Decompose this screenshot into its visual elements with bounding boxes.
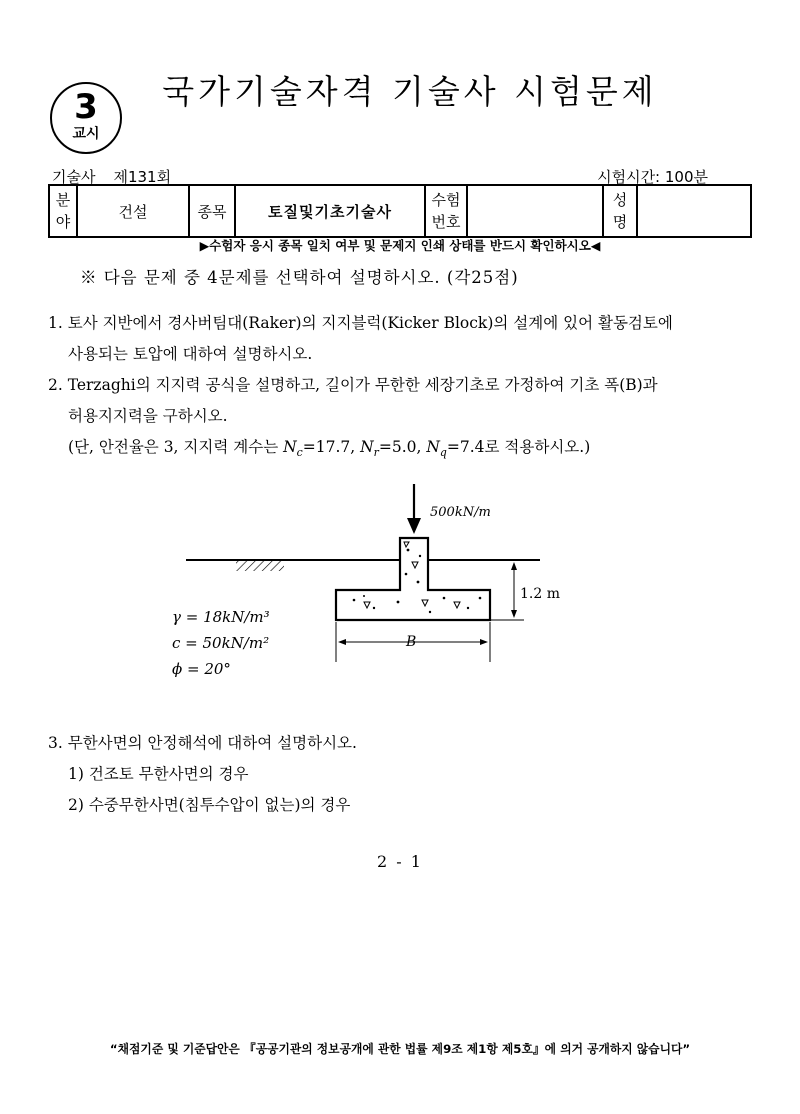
c-label: c = 50kN/m² — [172, 634, 270, 652]
nc-sub: c — [296, 446, 303, 460]
q3-sub2: 2) 수중무한사면(침투수압이 없는)의 경우 — [68, 796, 351, 814]
nc-value: =17.7, — [302, 438, 361, 456]
q1-line1: 1. 토사 지반에서 경사버팀대(Raker)의 지지블럭(Kicker Block)의 설계에 있어 활동검토에 — [48, 314, 673, 332]
exam-type: 기술사 — [52, 168, 96, 186]
name-input[interactable] — [637, 185, 751, 237]
question-1 — [48, 308, 673, 370]
session-label: 교시 — [72, 126, 100, 142]
page-title: 국가기술자격 기술사 시험문제 — [162, 72, 658, 111]
session-number: 3 — [74, 87, 98, 127]
phi-label: ϕ = 20° — [172, 660, 231, 678]
question-2 — [48, 370, 658, 468]
q1-line2: 사용되는 토압에 대하여 설명하시오. — [68, 345, 313, 363]
page-number: 2 - 1 — [377, 852, 423, 871]
nr-value: =5.0, — [378, 438, 427, 456]
load-arrow-head — [407, 518, 421, 534]
info-table — [48, 184, 752, 238]
name-label-cell — [603, 185, 637, 237]
width-label: B — [406, 634, 417, 650]
nq-value: =7.4 — [446, 438, 485, 456]
gamma-label: γ = 18kN/m³ — [172, 608, 270, 626]
q2-line2: 허용지지력을 구하시오. — [68, 407, 228, 425]
q2-line1: 2. Terzaghi의 지지력 공식을 설명하고, 길이가 무한한 세장기초로 가정하여 기초 폭(B)과 — [48, 376, 658, 394]
notice-banner: ▶수험자 응시 종목 일치 여부 및 문제지 인쇄 상태를 반드시 확인하시오◀ — [199, 238, 601, 253]
exam-no-label-top: 수험 — [431, 191, 461, 209]
field-label-bottom: 야 — [55, 213, 71, 231]
name-label-bottom: 명 — [612, 213, 628, 231]
nr-sub: r — [373, 446, 379, 460]
depth-label: 1.2 m — [520, 586, 560, 602]
exam-no-input[interactable] — [467, 185, 603, 237]
field-label-top: 분 — [55, 191, 71, 209]
name-label-top: 성 — [612, 191, 628, 209]
nr-symbol: N — [360, 438, 374, 456]
question-3 — [48, 728, 357, 821]
soil-hatch — [236, 561, 284, 571]
width-arrow-left — [338, 639, 346, 645]
category-label: 종목 — [189, 185, 235, 237]
q2-note — [48, 432, 658, 468]
instruction: ※ 다음 문제 중 4문제를 선택하여 설명하시오. (각25점) — [80, 268, 519, 287]
footing-diagram — [168, 478, 568, 698]
width-arrow-right — [480, 639, 488, 645]
load-label: 500kN/m — [430, 505, 491, 520]
nq-sub: q — [439, 446, 447, 460]
exam-time: 시험시간: 100분 — [597, 168, 708, 186]
field-label-cell — [49, 185, 77, 237]
nq-symbol: N — [426, 438, 440, 456]
footer-note: “채점기준 및 기준답안은 『공공기관의 정보공개에 관한 법률 제9조 제1항 제5호』에 의거 공개하지 않습니다” — [109, 1042, 691, 1056]
nc-symbol: N — [283, 438, 297, 456]
session-badge — [50, 82, 122, 154]
category-value: 토질및기초기술사 — [235, 185, 425, 237]
q2-note-suffix: 로 적용하시오.) — [484, 438, 591, 456]
depth-arrow-top — [511, 562, 517, 570]
exam-no-label-bottom: 번호 — [431, 213, 461, 231]
depth-arrow-bottom — [511, 610, 517, 618]
exam-round: 제131회 — [113, 168, 172, 186]
exam-no-label-cell — [425, 185, 467, 237]
q3-line1: 3. 무한사면의 안정해석에 대하여 설명하시오. — [48, 734, 357, 752]
field-value: 건설 — [77, 185, 189, 237]
q2-note-prefix: (단, 안전율은 3, 지지력 계수는 — [68, 438, 284, 456]
q3-sub1: 1) 건조토 무한사면의 경우 — [68, 765, 249, 783]
